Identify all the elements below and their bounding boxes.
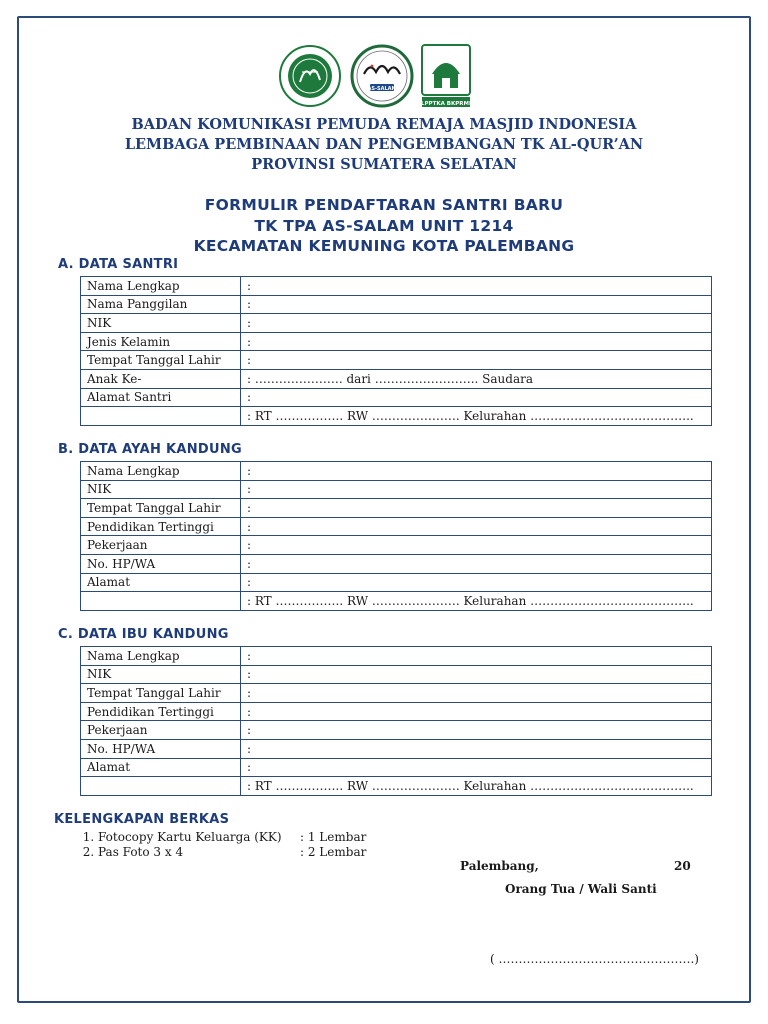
table-row (81, 517, 712, 536)
field-label: Nama Lengkap (81, 462, 241, 481)
field-label: Pendidikan Tertinggi (81, 702, 241, 721)
form-title-line-2: TK TPA AS-SALAM UNIT 1214 (254, 216, 514, 235)
table-row (81, 369, 712, 388)
document-qty: : 1 Lembar (300, 830, 367, 844)
field-value[interactable]: : (241, 554, 712, 573)
lpptka-emblem-text: LPPTKA BKPRMI (421, 101, 471, 107)
table-row (81, 777, 712, 796)
field-value[interactable]: : (241, 647, 712, 666)
field-label: Nama Panggilan (81, 295, 241, 314)
field-label (81, 592, 241, 611)
form-title-line-1: FORMULIR PENDAFTARAN SANTRI BARU (204, 196, 564, 214)
table-row (81, 536, 712, 555)
table-row (81, 739, 712, 758)
required-documents (54, 812, 366, 860)
table-row (81, 351, 712, 370)
field-label: No. HP/WA (81, 554, 241, 573)
table-row (81, 277, 712, 296)
table-row (81, 684, 712, 703)
table-row (81, 702, 712, 721)
field-value[interactable]: : (241, 332, 712, 351)
field-label: Pendidikan Tertinggi (81, 517, 241, 536)
table-row (81, 592, 712, 611)
table-row (81, 647, 712, 666)
signature-place: Palembang, (460, 859, 539, 873)
table-row (81, 554, 712, 573)
signature-name-line[interactable]: ( ………………………………………….) (490, 952, 699, 966)
field-label: Tempat Tanggal Lahir (81, 684, 241, 703)
document-name: Fotocopy Kartu Keluarga (KK) (98, 830, 282, 844)
org-line-3: PROVINSI SUMATERA SELATAN (251, 156, 517, 173)
field-label: Pekerjaan (81, 536, 241, 555)
field-label: Anak Ke- (81, 369, 241, 388)
required-documents-title: KELENGKAPAN BERKAS (54, 812, 230, 827)
field-value[interactable]: : (241, 517, 712, 536)
field-value[interactable]: : (241, 277, 712, 296)
section-title-ibu: C. DATA IBU KANDUNG (58, 627, 229, 642)
field-value[interactable]: : …………………. dari …………………….. Saudara (241, 369, 712, 388)
field-value[interactable]: : (241, 314, 712, 333)
field-value[interactable]: : (241, 351, 712, 370)
field-value[interactable]: : RT …………….. RW …………………. Kelurahan ………………………………….. (241, 407, 712, 426)
table-row (81, 462, 712, 481)
field-label (81, 777, 241, 796)
table-row (81, 721, 712, 740)
field-label: Nama Lengkap (81, 647, 241, 666)
organization-header (0, 115, 768, 175)
field-label: Tempat Tanggal Lahir (81, 499, 241, 518)
document-list (54, 830, 366, 860)
field-value[interactable]: : RT …………….. RW …………………. Kelurahan ………………………………….. (241, 592, 712, 611)
as-salam-logo-text: AS-SALAM (367, 86, 397, 92)
signature-role: Orang Tua / Wali Santi (505, 882, 657, 896)
org-line-2: LEMBAGA PEMBINAAN DAN PENGEMBANGAN TK AL-QUR’AN (124, 136, 644, 153)
field-value[interactable]: : RT …………….. RW …………………. Kelurahan ………………………………….. (241, 777, 712, 796)
field-label: No. HP/WA (81, 739, 241, 758)
table-row (81, 295, 712, 314)
field-label: Pekerjaan (81, 721, 241, 740)
as-salam-logo (346, 44, 418, 108)
field-label: Alamat (81, 573, 241, 592)
table-row (81, 573, 712, 592)
table-row (81, 758, 712, 777)
form-title-line-3: KECAMATAN KEMUNING KOTA PALEMBANG (193, 237, 575, 255)
table-row (81, 499, 712, 518)
field-label: Jenis Kelamin (81, 332, 241, 351)
field-value[interactable]: : (241, 573, 712, 592)
field-value[interactable]: : (241, 388, 712, 407)
santri-data-table (80, 276, 712, 426)
table-row (81, 480, 712, 499)
document-qty: : 2 Lembar (300, 845, 367, 859)
table-row (81, 665, 712, 684)
field-value[interactable]: : (241, 536, 712, 555)
ayah-data-table (80, 461, 712, 611)
lpptka-emblem (420, 44, 472, 108)
table-row (81, 314, 712, 333)
field-value[interactable]: : (241, 684, 712, 703)
table-row (81, 407, 712, 426)
form-title (0, 195, 768, 257)
table-row (81, 332, 712, 351)
field-value[interactable]: : (241, 480, 712, 499)
field-value[interactable]: : (241, 462, 712, 481)
field-value[interactable]: : (241, 702, 712, 721)
table-row (81, 388, 712, 407)
logo-row (274, 44, 474, 108)
field-value[interactable]: : (241, 739, 712, 758)
field-label: NIK (81, 480, 241, 499)
field-value[interactable]: : (241, 499, 712, 518)
list-item (98, 845, 366, 860)
bkprmi-emblem (274, 44, 344, 108)
list-item (98, 830, 366, 845)
field-value[interactable]: : (241, 758, 712, 777)
field-value[interactable]: : (241, 721, 712, 740)
section-title-ayah: B. DATA AYAH KANDUNG (58, 442, 243, 457)
field-label: Alamat (81, 758, 241, 777)
org-line-1: BADAN KOMUNIKASI PEMUDA REMAJA MASJID INDONESIA (131, 116, 637, 133)
field-label: NIK (81, 314, 241, 333)
field-label: Alamat Santri (81, 388, 241, 407)
field-label: Tempat Tanggal Lahir (81, 351, 241, 370)
field-label (81, 407, 241, 426)
field-label: NIK (81, 665, 241, 684)
signature-year: 20 (674, 859, 691, 873)
section-title-santri: A. DATA SANTRI (58, 257, 179, 272)
ibu-data-table (80, 646, 712, 796)
field-value[interactable]: : (241, 295, 712, 314)
field-label: Nama Lengkap (81, 277, 241, 296)
document-name: Pas Foto 3 x 4 (98, 845, 184, 859)
field-value[interactable]: : (241, 665, 712, 684)
